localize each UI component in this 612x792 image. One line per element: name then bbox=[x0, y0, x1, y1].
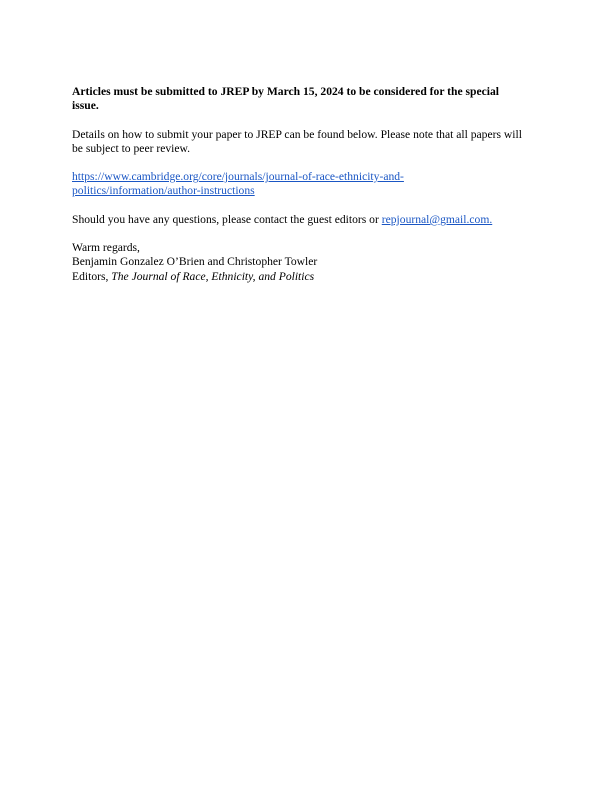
author-instructions-link-line-2[interactable]: politics/information/author-instructions bbox=[72, 184, 255, 198]
editor-role bbox=[72, 270, 542, 284]
contact-email-link[interactable]: repjournal@gmail.com. bbox=[381, 212, 493, 226]
contact-text: Should you have any questions, please contact the guest editors or bbox=[72, 212, 382, 226]
contact-paragraph bbox=[72, 213, 542, 227]
author-instructions-link-block bbox=[72, 170, 542, 198]
closing: Warm regards, bbox=[72, 241, 140, 255]
document-page bbox=[72, 85, 542, 284]
role-prefix: Editors, bbox=[72, 269, 112, 283]
editor-names: Benjamin Gonzalez O’Brien and Christopher Towler bbox=[72, 255, 318, 269]
details-line-2: be subject to peer review. bbox=[72, 141, 191, 155]
author-instructions-link-line-1[interactable]: https://www.cambridge.org/core/journals/journal-of-race-ethnicity-and- bbox=[72, 170, 404, 184]
journal-title: The Journal of Race, Ethnicity, and Politics bbox=[111, 269, 315, 283]
signature-block bbox=[72, 241, 542, 284]
details-line-1: Details on how to submit your paper to JREP can be found below. Please note that all papers will bbox=[72, 127, 522, 141]
submission-details bbox=[72, 128, 542, 156]
submission-deadline-notice bbox=[72, 85, 542, 113]
notice-line-1: Articles must be submitted to JREP by March 15, 2024 to be considered for the special bbox=[72, 85, 500, 98]
notice-line-2: issue. bbox=[72, 99, 99, 113]
